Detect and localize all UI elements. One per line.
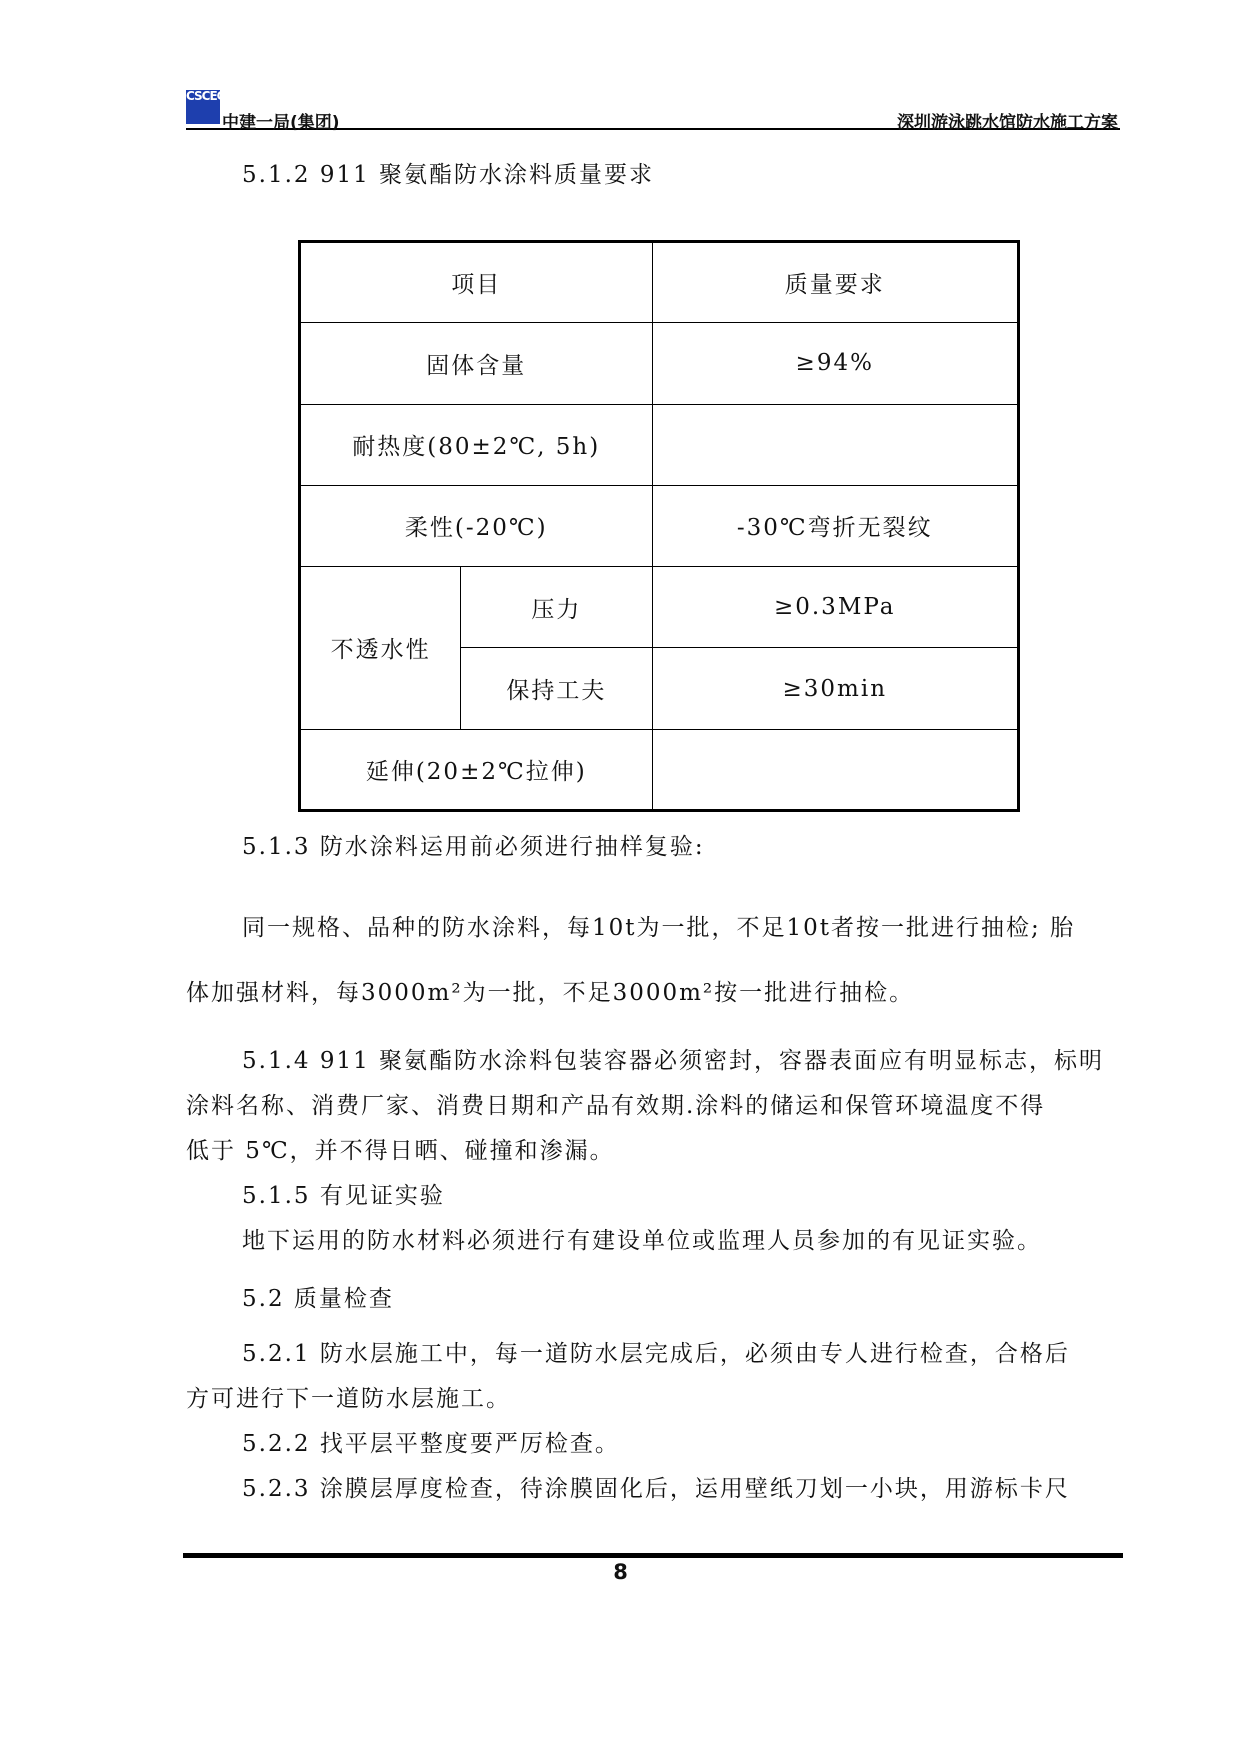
cell-requirement [652, 404, 1018, 485]
footer-divider [183, 1553, 1123, 1558]
cell-item: 延伸(20±2℃拉伸) [300, 729, 653, 810]
paragraph-line: 低于 5℃，并不得日晒、碰撞和渗漏。 [186, 1138, 615, 1164]
paragraph-line: 涂料名称、消费厂家、消费日期和产品有效期.涂料的储运和保管环境温度不得 [186, 1093, 1046, 1119]
section-title-5-1-5: 5.1.5 有见证实验 [242, 1183, 445, 1209]
cell-requirement [652, 729, 1018, 810]
header-cell-item: 项目 [300, 242, 653, 323]
section-title-5-1-2: 5.1.2 911 聚氨酯防水涂料质量要求 [242, 162, 655, 188]
paragraph-line: 同一规格、品种的防水涂料，每10t为一批，不足10t者按一批进行抽检; 胎 [242, 915, 1076, 941]
company-logo [186, 89, 225, 124]
header-project-title: 深圳游泳跳水馆防水施工方案 [897, 113, 1118, 133]
table-row [300, 485, 1019, 566]
quality-requirements-table [298, 240, 1020, 812]
header-cell-requirement: 质量要求 [652, 242, 1018, 323]
paragraph-line: 5.1.4 911 聚氨酯防水涂料包装容器必须密封，容器表面应有明显标志，标明 [242, 1048, 1105, 1074]
page-header [186, 88, 1120, 133]
table-row [300, 567, 1019, 648]
table-row [300, 729, 1019, 810]
cell-group-item: 不透水性 [300, 567, 461, 730]
cell-item: 固体含量 [300, 323, 653, 404]
cell-sub-item: 压力 [461, 567, 652, 648]
paragraph-line: 体加强材料，每3000m²为一批，不足3000m²按一批进行抽检。 [186, 980, 915, 1006]
logo-text: CSCEC [186, 89, 225, 103]
paragraph-line: 5.2.2 找平层平整度要严厉检查。 [242, 1431, 620, 1457]
section-title-5-1-3: 5.1.3 防水涂料运用前必须进行抽样复验: [242, 834, 705, 860]
cell-requirement: ≥94% [652, 323, 1018, 404]
paragraph-line: 方可进行下一道防水层施工。 [186, 1386, 511, 1412]
paragraph-line: 5.2.1 防水层施工中，每一道防水层完成后，必须由专人进行检查，合格后 [242, 1341, 1070, 1367]
paragraph-line: 地下运用的防水材料必须进行有建设单位或监理人员参加的有见证实验。 [242, 1228, 1042, 1254]
table-row [300, 323, 1019, 404]
paragraph-line: 5.2.3 涂膜层厚度检查，待涂膜固化后，运用壁纸刀划一小块，用游标卡尺 [242, 1476, 1070, 1502]
cell-sub-item: 保持工夫 [461, 648, 652, 729]
table-header-row [300, 242, 1019, 323]
cell-requirement: ≥30min [652, 648, 1018, 729]
cell-item: 柔性(-20℃) [300, 485, 653, 566]
cell-item: 耐热度(80±2℃, 5h) [300, 404, 653, 485]
cell-requirement: ≥0.3MPa [652, 567, 1018, 648]
cell-requirement: -30℃弯折无裂纹 [652, 485, 1018, 566]
header-company: 中建一局(集团) [222, 113, 340, 133]
page-number: 8 [613, 1560, 628, 1584]
section-title-5-2: 5.2 质量检查 [242, 1286, 394, 1312]
table-row [300, 404, 1019, 485]
